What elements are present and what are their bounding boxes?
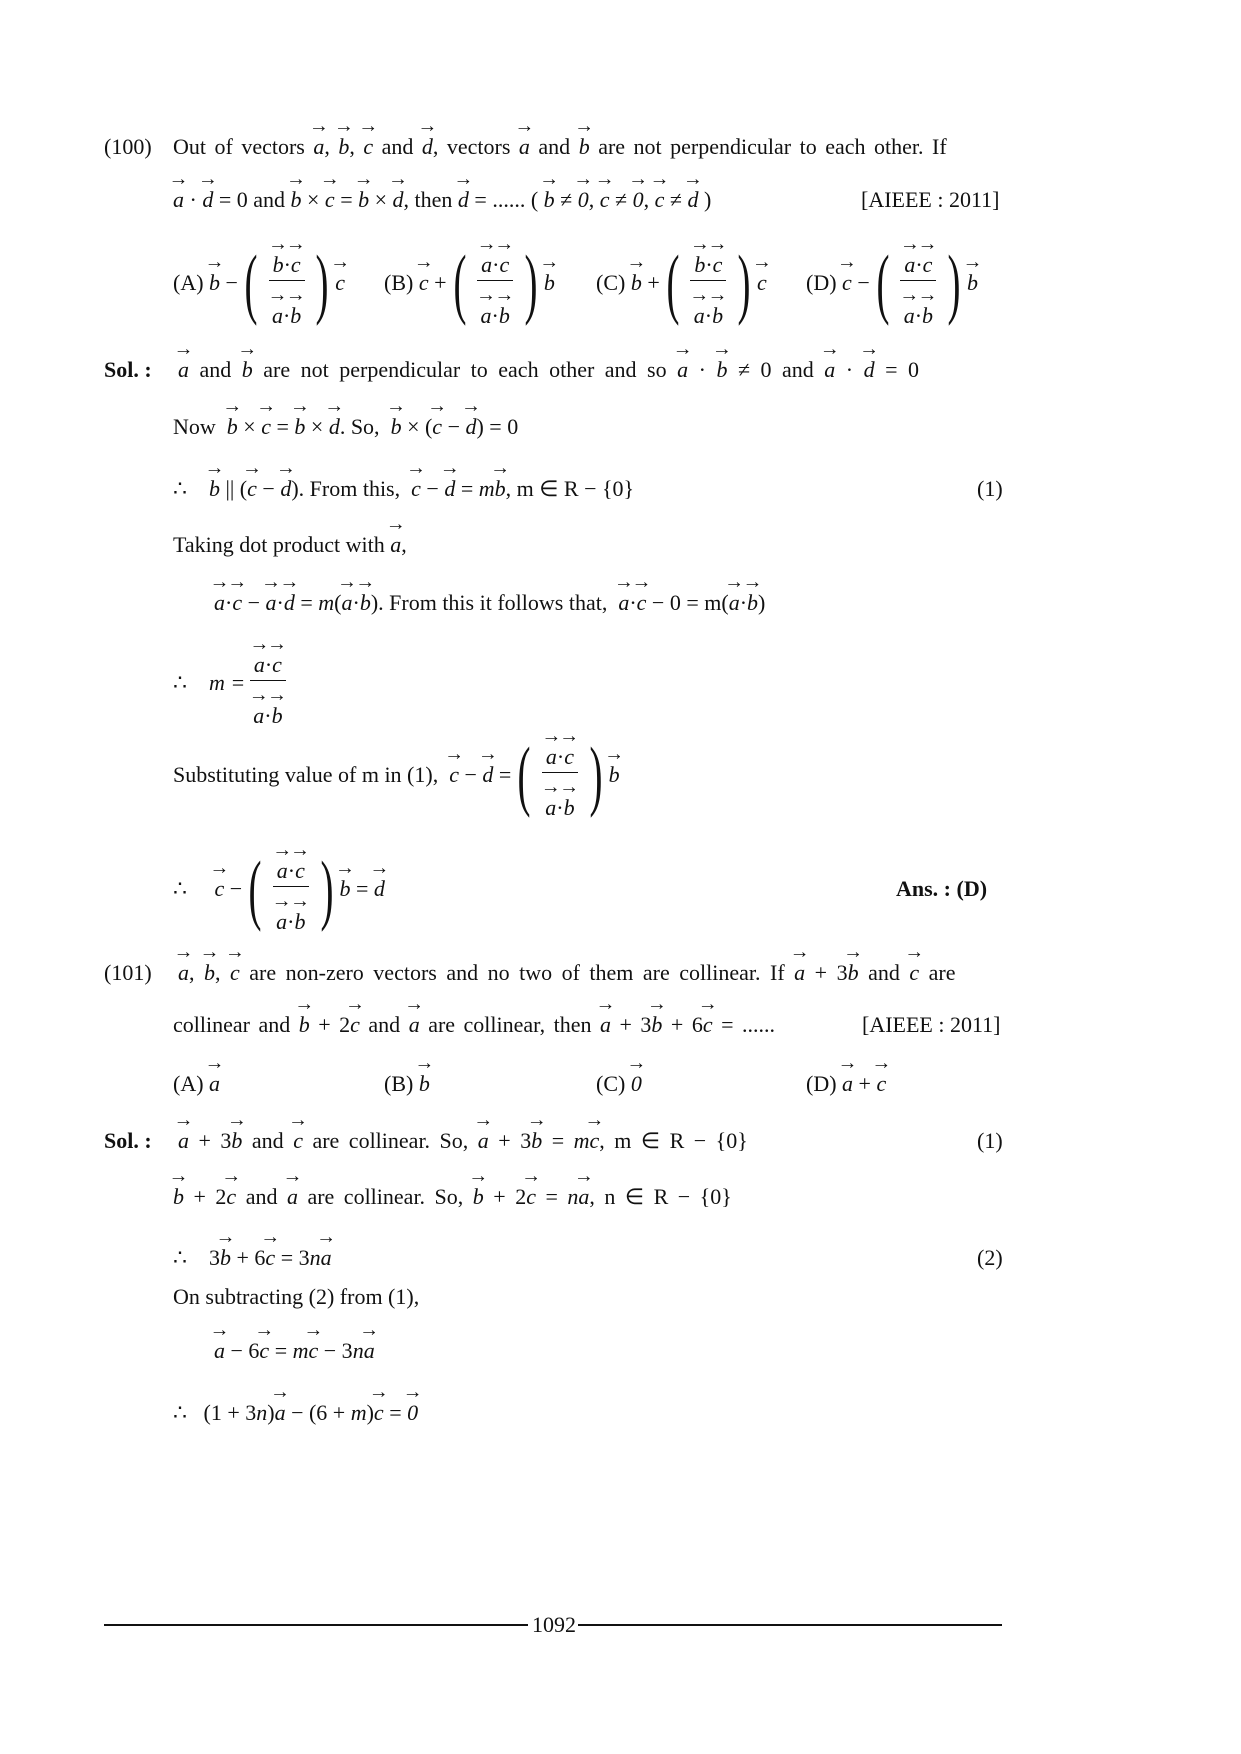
page-number: 1092 (532, 1612, 576, 1637)
answer-label: Ans. : (D) (896, 876, 988, 901)
q100-number: (100) (104, 134, 152, 159)
footer-rule-right (578, 1624, 1002, 1626)
q100-option-a: (A) → b − ( → b·→ c → a·→ b ) → c (173, 236, 345, 329)
q100-source: [AIEEE : 2011] (861, 187, 1000, 212)
q101-line1: → a, → b, → c are non-zero vectors and no two of them are collinear. If → a + 3→ b and → c are (178, 960, 955, 986)
sol100-eq-number-1: (1) (977, 476, 1003, 501)
q101-option-d: (D) → a + → c (806, 1071, 886, 1097)
footer-rule-left (104, 1624, 528, 1626)
q101-option-b: (B) → b (384, 1071, 430, 1097)
q100-line1: Out of vectors → a, → b, → c and → d, vectors → a and → b are not perpendicular to each other. If (173, 134, 947, 160)
q101-line2: collinear and → b + 2→ c and → a are collinear, then → a + 3→ b + 6→ c = ...... (173, 1012, 775, 1038)
sol100-line2: Now → b × → c = → b × → d. So, → b × (→ c − → d) = 0 (173, 414, 518, 440)
q101-option-c: (C) → 0 (596, 1071, 642, 1097)
q100-option-b: (B) → c + ( → a·→ c → a·→ b ) → b (384, 236, 555, 329)
q100-option-c: (C) → b + ( → b·→ c → a·→ b ) → c (596, 236, 767, 329)
sol100-line8: ∴ → c − ( → a·→ c → a·→ b ) → b = → d (173, 842, 385, 935)
q101-source: [AIEEE : 2011] (862, 1012, 1001, 1037)
sol101-line5: → a − 6→ c = m→ c − 3n→ a (214, 1338, 375, 1364)
sol100-line3: ∴ → b || (→ c − → d). From this, → c − → d = m→ b, m ∈ R − {0} (173, 476, 634, 502)
sol101-eq-number-1: (1) (977, 1128, 1003, 1153)
sol101-line2: → b + 2→ c and → a are collinear. So, → b + 2→ c = n→ a, n ∈ R − {0} (173, 1184, 732, 1210)
sol101-line6: ∴ (1 + 3n)→ a − (6 + m)→ c = → 0 (173, 1400, 418, 1426)
sol100-label: Sol. : (104, 357, 152, 382)
sol101-line4: On subtracting (2) from (1), (173, 1284, 420, 1309)
q101-number: (101) (104, 960, 152, 985)
q100-line2: → a · → d = 0 and → b × → c = → b × → d, then → d = ...... ( → b ≠ → 0, → c ≠ → 0, → c ≠ → d ) (173, 187, 711, 213)
sol100-line4: Taking dot product with → a, (173, 532, 407, 558)
q100-option-d: (D) → c − ( → a·→ c → a·→ b ) → b (806, 236, 978, 329)
sol100-line7: Substituting value of m in (1), → c − → d = ( → a·→ c → a·→ b ) → b (173, 728, 620, 821)
sol101-label: Sol. : (104, 1128, 152, 1153)
sol101-line3: ∴ 3→ b + 6→ c = 3n→ a (173, 1245, 332, 1271)
sol101-line1: → a + 3→ b and → c are collinear. So, → a + 3→ b = m→ c, m ∈ R − {0} (178, 1128, 748, 1154)
q101-option-a: (A) → a (173, 1071, 220, 1097)
sol100-line6: ∴ m = → a·→ c → a·→ b (173, 636, 291, 729)
sol101-eq-number-2: (2) (977, 1245, 1003, 1270)
sol100-line5: → a·→ c − → a·→ d = m(→ a·→ b). From this it follows that, → a·→ c − 0 = m(→ a·→ b) (214, 590, 765, 616)
sol100-line1: → a and → b are not perpendicular to each other and so → a · → b ≠ 0 and → a · → d = 0 (178, 357, 919, 383)
